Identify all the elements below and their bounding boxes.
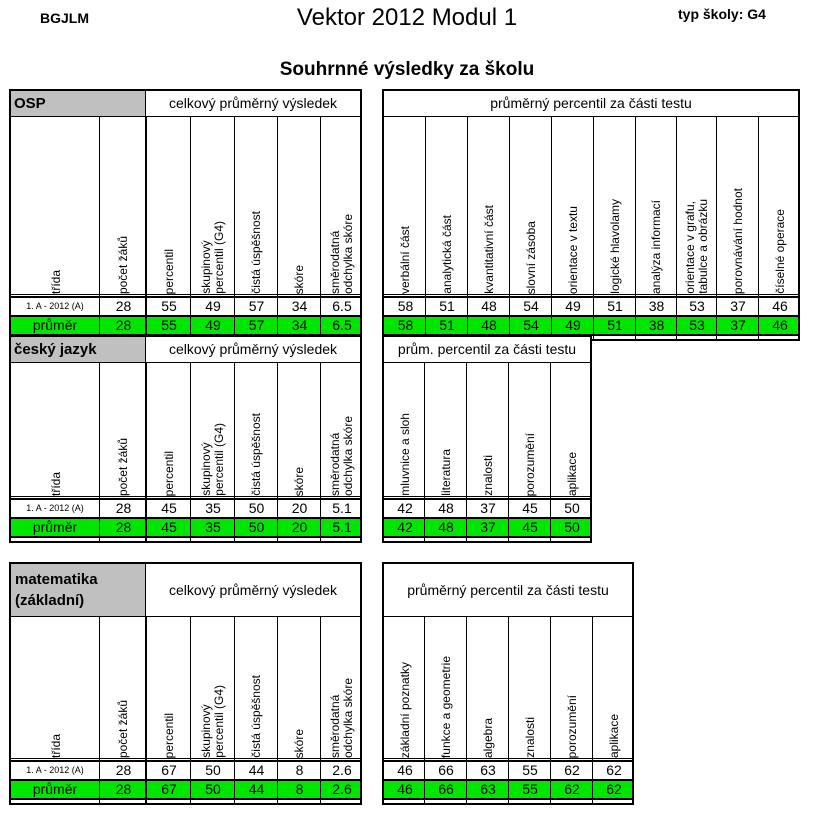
matematika-part-col: funkce a geometrie [438, 655, 453, 758]
osp-class-row-part-value: 58 [397, 298, 414, 314]
cesky-average-row-value: 20 [291, 519, 308, 535]
school-type: typ školy: G4 [678, 6, 766, 22]
cesky-average-row-part-value: 48 [438, 519, 454, 535]
cesky-average-row-value: 28 [115, 519, 132, 535]
osp-part-col: číselné operace [772, 209, 787, 294]
osp-col-skupinov-percentil-g4-: skupinový percentil (G4) [199, 221, 226, 294]
matematika-overall-header: celkový průměrný výsledek [168, 582, 338, 598]
cesky-class-row-value: 35 [205, 500, 221, 516]
cesky-part-col: literatura [438, 449, 453, 496]
cesky-col-sm-rodatn-odchylka-sk-re: směrodatná odchylka skóre [328, 415, 355, 496]
matematika-average-row-value: 67 [161, 781, 177, 797]
osp-average-row-value: 55 [161, 317, 177, 333]
osp-average-row-part-value: 46 [772, 317, 788, 333]
cesky-average-row-value: 45 [161, 519, 177, 535]
osp-col-sk-re: skóre [292, 264, 306, 294]
matematika-part-col: znalosti [522, 717, 537, 758]
osp-class-row-value: 55 [161, 298, 177, 314]
cesky-part-col: porozumění [522, 432, 537, 496]
matematika-average-row-value: 2.6 [332, 781, 352, 797]
osp-average-row-part-value: 48 [481, 317, 497, 333]
osp-class-row-value: 34 [291, 298, 308, 314]
cesky-col-percentil: percentil [161, 450, 176, 496]
matematika-col--ist-sp-nost: čistá úspěšnost [249, 675, 263, 758]
cesky-subject-label: český jazyk [11, 337, 146, 362]
matematika-average-row-value: 44 [248, 781, 265, 797]
cesky-class-row-value: 5.1 [332, 500, 352, 516]
matematika-class-row-value: 44 [248, 762, 265, 778]
cesky-average-row-label: průměr [32, 519, 78, 535]
osp-class-row-value: 57 [248, 298, 265, 314]
osp-subject-label: OSP [11, 91, 146, 116]
osp-average-row-value: 28 [115, 317, 132, 333]
cesky-average-row-value: 50 [248, 519, 265, 535]
cesky-overall-table [9, 335, 362, 543]
osp-class-row-value: 49 [205, 298, 221, 314]
matematika-part-col: aplikace [606, 713, 621, 758]
matematika-average-row-part-value: 66 [438, 781, 454, 797]
matematika-class-row-part-value: 66 [438, 762, 454, 778]
matematika-average-row-part-value: 63 [480, 781, 496, 797]
cesky-col--ist-sp-nost: čistá úspěšnost [249, 413, 263, 496]
matematika-average-row-part-value: 46 [397, 781, 413, 797]
osp-class-row-part-value: 54 [523, 298, 539, 314]
school-code: BGJLM [40, 10, 89, 26]
cesky-average-row-part-value: 42 [397, 519, 413, 535]
cesky-class-row-part-value: 42 [397, 500, 413, 516]
osp-overall-table [9, 89, 362, 341]
osp-part-col: logické hlavolamy [607, 199, 622, 294]
osp-average-row-value: 49 [205, 317, 221, 333]
matematika-average-row-part-value: 62 [564, 781, 580, 797]
cesky-col-t-da: třída [48, 471, 63, 496]
cesky-part-col: mluvnice a sloh [397, 413, 412, 496]
cesky-parts-header: prům. percentil za části testu [397, 341, 577, 357]
matematika-parts-table [382, 562, 634, 805]
osp-class-row-value: 28 [115, 298, 132, 314]
matematika-class-row-label: 1. A - 2012 (A) [26, 765, 84, 775]
osp-average-row-value: 6.5 [332, 317, 352, 333]
matematika-class-row-part-value: 55 [522, 762, 538, 778]
cesky-average-row-part-value: 37 [480, 519, 496, 535]
osp-average-row-part-value: 58 [397, 317, 414, 333]
osp-part-col: kvantitativní část [481, 205, 496, 294]
osp-class-row-part-value: 53 [689, 298, 705, 314]
matematika-col-percentil: percentil [161, 712, 176, 758]
matematika-class-row-part-value: 62 [606, 762, 622, 778]
cesky-average-row-part-value: 45 [522, 519, 538, 535]
osp-col-po-et-k-: počet žáků [116, 235, 130, 294]
matematika-col-skupinov-percentil-g4-: skupinový percentil (G4) [199, 685, 226, 758]
matematika-col-sk-re: skóre [292, 728, 306, 758]
osp-average-row-part-value: 38 [648, 317, 665, 333]
matematika-col-t-da: třída [48, 733, 63, 758]
matematika-average-row-value: 8 [295, 781, 304, 797]
cesky-col-sk-re: skóre [292, 466, 306, 496]
cesky-average-row-part-value: 50 [564, 519, 580, 535]
osp-class-row-value: 6.5 [332, 298, 352, 314]
cesky-class-row-value: 20 [291, 500, 308, 516]
matematika-subject-label: matematika (základní) [11, 564, 146, 616]
osp-part-col: verbální část [398, 225, 412, 294]
matematika-part-col: algebra [480, 717, 495, 758]
osp-part-col: orientace v textu [565, 205, 580, 294]
cesky-class-row-part-value: 50 [564, 500, 580, 516]
cesky-class-row-part-value: 48 [438, 500, 454, 516]
matematika-average-row-part-value: 55 [522, 781, 538, 797]
cesky-col-skupinov-percentil-g4-: skupinový percentil (G4) [199, 423, 226, 496]
osp-overall-header: celkový průměrný výsledek [168, 95, 338, 111]
osp-col-percentil: percentil [161, 248, 176, 294]
osp-parts-table [382, 89, 800, 341]
matematika-average-row-value: 50 [205, 781, 221, 797]
osp-part-col: slovní zásoba [523, 220, 538, 294]
matematika-class-row-value: 8 [295, 762, 304, 778]
osp-part-col: orientace v grafu, tabulce a obrázku [683, 199, 710, 294]
matematika-average-row-value: 28 [115, 781, 132, 797]
cesky-parts-table [382, 335, 592, 543]
osp-average-row-label: průměr [32, 317, 78, 333]
matematika-class-row-value: 2.6 [332, 762, 352, 778]
cesky-col-po-et-k-: počet žáků [116, 437, 130, 496]
matematika-class-row-part-value: 46 [397, 762, 413, 778]
cesky-class-row-part-value: 45 [522, 500, 538, 516]
osp-parts-header: průměrný percentil za části testu [490, 95, 692, 111]
matematika-class-row-value: 67 [161, 762, 177, 778]
osp-average-row-part-value: 37 [730, 317, 746, 333]
osp-average-row-part-value: 54 [523, 317, 539, 333]
matematika-class-row-part-value: 62 [564, 762, 580, 778]
osp-class-row-part-value: 37 [730, 298, 746, 314]
osp-average-row-value: 57 [248, 317, 265, 333]
osp-average-row-value: 34 [291, 317, 308, 333]
osp-average-row-part-value: 49 [565, 317, 581, 333]
cesky-average-row-value: 5.1 [332, 519, 352, 535]
matematika-part-col: porozumění [564, 694, 579, 758]
matematika-class-row-part-value: 63 [480, 762, 496, 778]
cesky-part-col: aplikace [564, 451, 579, 496]
osp-average-row-part-value: 51 [439, 317, 455, 333]
cesky-part-col: znalosti [480, 455, 495, 496]
osp-class-row-part-value: 38 [648, 298, 665, 314]
matematika-average-row-part-value: 62 [606, 781, 622, 797]
matematika-class-row-value: 50 [205, 762, 221, 778]
matematika-class-row-value: 28 [115, 762, 132, 778]
osp-average-row-part-value: 53 [689, 317, 705, 333]
cesky-class-row-value: 50 [248, 500, 265, 516]
cesky-overall-header: celkový průměrný výsledek [168, 341, 338, 357]
osp-part-col: analytická část [439, 215, 454, 294]
osp-part-col: analýza informací [649, 199, 663, 294]
matematika-parts-header: průměrný percentil za části testu [407, 582, 609, 598]
cesky-class-row-label: 1. A - 2012 (A) [26, 503, 84, 513]
osp-class-row-part-value: 48 [481, 298, 497, 314]
matematika-part-col: základní poznatky [397, 661, 412, 758]
osp-col-t-da: třída [48, 269, 63, 294]
osp-part-col: porovnávání hodnot [730, 187, 745, 294]
cesky-class-row-part-value: 37 [480, 500, 496, 516]
cesky-average-row-value: 35 [205, 519, 221, 535]
osp-class-row-part-value: 46 [772, 298, 788, 314]
osp-average-row-part-value: 51 [607, 317, 623, 333]
osp-class-row-label: 1. A - 2012 (A) [26, 301, 84, 311]
osp-class-row-part-value: 51 [439, 298, 455, 314]
section-heading: Souhrnné výsledky za školu [279, 59, 535, 80]
osp-col-sm-rodatn-odchylka-sk-re: směrodatná odchylka skóre [328, 213, 355, 294]
matematika-overall-table [9, 562, 362, 805]
matematika-col-sm-rodatn-odchylka-sk-re: směrodatná odchylka skóre [328, 677, 355, 758]
osp-class-row-part-value: 49 [565, 298, 581, 314]
cesky-class-row-value: 28 [115, 500, 132, 516]
document-title: Vektor 2012 Modul 1 [296, 4, 518, 31]
matematika-col-po-et-k-: počet žáků [116, 699, 130, 758]
osp-class-row-part-value: 51 [607, 298, 623, 314]
osp-col--ist-sp-nost: čistá úspěšnost [249, 211, 263, 294]
matematika-average-row-label: průměr [32, 781, 78, 797]
cesky-class-row-value: 45 [161, 500, 177, 516]
